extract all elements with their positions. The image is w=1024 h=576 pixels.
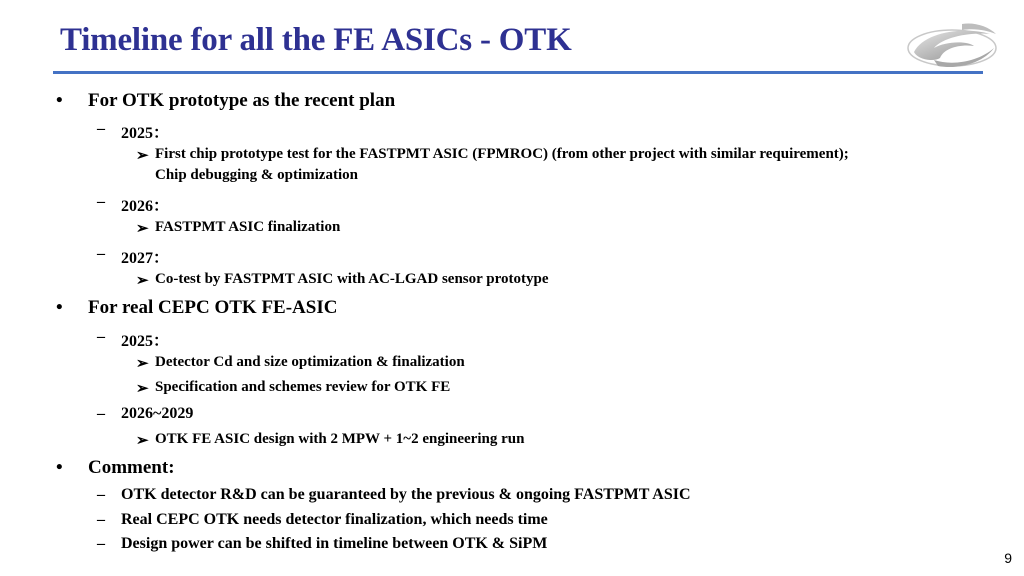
timeline-year: 2026~2029 <box>121 405 194 422</box>
bullet-arrow-icon: ➢ <box>136 148 149 164</box>
bullet-dash: – <box>97 405 105 422</box>
bullet-dot: • <box>56 457 63 478</box>
bullet-dash: – <box>97 535 105 552</box>
bullet-dot: • <box>56 297 63 318</box>
bullet-dash: – <box>97 193 105 210</box>
bullet-dash: – <box>97 245 105 262</box>
timeline-year: 2027： <box>121 250 170 267</box>
bullet-dash: – <box>97 120 105 137</box>
comment-item: OTK detector R&D can be guaranteed by the previous & ongoing FASTPMT ASIC <box>121 486 691 503</box>
timeline-year: 2025： <box>121 125 170 142</box>
timeline-task: Chip debugging & optimization <box>155 167 358 183</box>
bullet-arrow-icon: ➢ <box>136 221 149 237</box>
timeline-task: Co-test by FASTPMT ASIC with AC-LGAD sensor prototype <box>155 271 549 287</box>
timeline-year: 2025： <box>121 333 170 350</box>
timeline-task: Detector Cd and size optimization & finalization <box>155 354 465 370</box>
timeline-task: First chip prototype test for the FASTPMT ASIC (FPMROC) (from other project with similar requirement); <box>155 146 849 162</box>
bullet-arrow-icon: ➢ <box>136 356 149 372</box>
section-heading: For OTK prototype as the recent plan <box>88 90 396 111</box>
timeline-task: Specification and schemes review for OTK FE <box>155 379 451 395</box>
bullet-dash: – <box>97 511 105 528</box>
slide-title: Timeline for all the FE ASICs - OTK <box>60 22 572 58</box>
comment-item: Design power can be shifted in timeline between OTK & SiPM <box>121 535 548 552</box>
page-number: 9 <box>1004 550 1012 566</box>
bullet-dash: – <box>97 486 105 503</box>
timeline-task: OTK FE ASIC design with 2 MPW + 1~2 engineering run <box>155 431 525 447</box>
section-heading: For real CEPC OTK FE-ASIC <box>88 297 338 318</box>
bullet-arrow-icon: ➢ <box>136 381 149 397</box>
bullet-arrow-icon: ➢ <box>136 273 149 289</box>
bullet-dot: • <box>56 90 63 111</box>
comment-item: Real CEPC OTK needs detector finalization, which needs time <box>121 511 548 528</box>
timeline-task: FASTPMT ASIC finalization <box>155 219 341 235</box>
bullet-arrow-icon: ➢ <box>136 433 149 449</box>
bullet-dash: – <box>97 328 105 345</box>
section-heading: Comment: <box>88 457 175 478</box>
timeline-year: 2026： <box>121 198 170 215</box>
